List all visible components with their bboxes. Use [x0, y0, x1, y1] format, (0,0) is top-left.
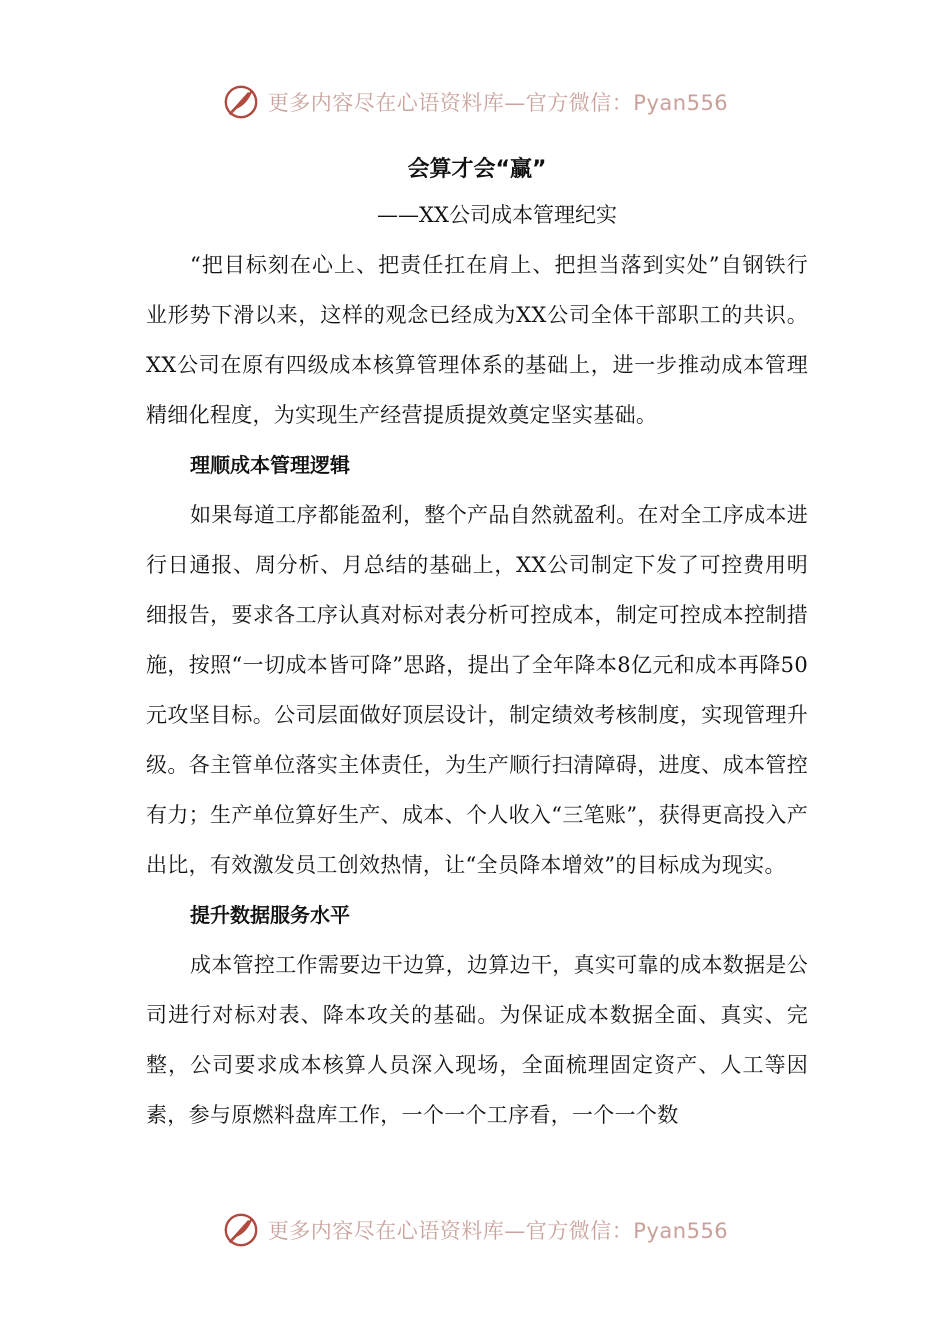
watermark-text: 更多内容尽在心语资料库—官方微信：Pyan556 — [267, 1219, 729, 1243]
section-heading: 理顺成本管理逻辑 — [190, 453, 350, 477]
watermark-text: 更多内容尽在心语资料库—官方微信：Pyan556 — [267, 91, 729, 115]
section-heading: 提升数据服务水平 — [190, 903, 350, 927]
document-subtitle: ——XX公司成本管理纪实 — [377, 203, 617, 227]
feather-pen-logo-icon — [222, 1211, 260, 1249]
document-title: 会算才会“赢” — [407, 157, 547, 182]
document-body — [146, 150, 808, 1140]
section-paragraph: 成本管控工作需要边干边算，边算边干，真实可靠的成本数据是公司进行对标对表、降本攻关的基础。为保证成本数据全面、真实、完整，公司要求成本核算人员深入现场，全面梳理固定资产、人工等因素，参与原燃料盘库工作，一个一个工序看，一个一个数 — [146, 953, 808, 1127]
watermark-header — [0, 80, 950, 124]
intro-paragraph: “把目标刻在心上、把责任扛在肩上、把担当落到实处”自钢铁行业形势下滑以来，这样的观念已经成为XX公司全体干部职工的共识。XX公司在原有四级成本核算管理体系的基础上，进一步推动成本管理精细化程度，为实现生产经营提质提效奠定坚实基础。 — [146, 253, 808, 427]
section-paragraph: 如果每道工序都能盈利，整个产品自然就盈利。在对全工序成本进行日通报、周分析、月总结的基础上，XX公司制定下发了可控费用明细报告，要求各工序认真对标对表分析可控成本，制定可控成本控制措施，按照“一切成本皆可降”思路，提出了全年降本8亿元和成本再降50元攻坚目标。公司层面做好顶层设计，制定绩效考核制度，实现管理升级。各主管单位落实主体责任，为生产顺行扫清障碍，进度、成本管控有力；生产单位算好生产、成本、个人收入“三笔账”，获得更高投入产出比，有效激发员工创效热情，让“全员降本增效”的目标成为现实。 — [146, 503, 808, 877]
feather-pen-logo-icon — [222, 83, 260, 121]
watermark-footer — [0, 1208, 950, 1252]
